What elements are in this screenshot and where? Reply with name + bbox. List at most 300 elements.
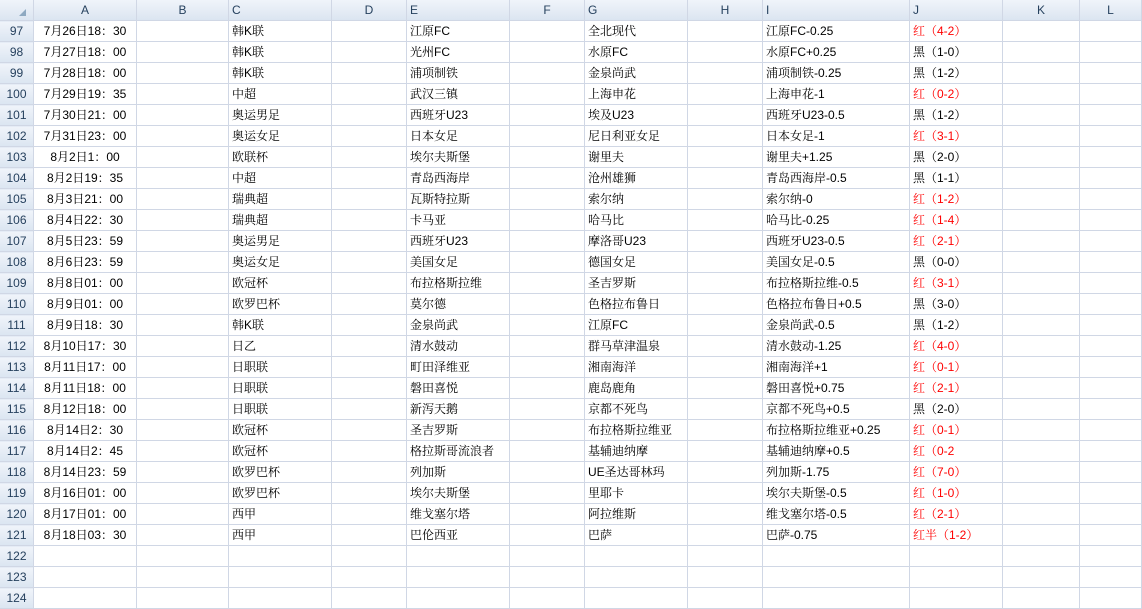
cell-h[interactable] xyxy=(688,315,763,336)
cell-home-team[interactable]: 金泉尚武 xyxy=(407,315,510,336)
cell-k[interactable] xyxy=(1003,504,1080,525)
cell-k[interactable] xyxy=(1003,462,1080,483)
cell-h[interactable] xyxy=(688,420,763,441)
column-header-d[interactable]: D xyxy=(332,0,407,21)
cell-h[interactable] xyxy=(688,273,763,294)
cell-f[interactable] xyxy=(510,105,585,126)
cell-result[interactable] xyxy=(910,546,1003,567)
table-row[interactable] xyxy=(0,147,1142,168)
cell-home-team[interactable]: 西班牙U23 xyxy=(407,105,510,126)
cell-pick[interactable]: 哈马比-0.25 xyxy=(763,210,910,231)
cell-h[interactable] xyxy=(688,378,763,399)
cell-result[interactable]: 红（1-4） xyxy=(910,210,1003,231)
cell-home-team[interactable]: 圣吉罗斯 xyxy=(407,420,510,441)
cell-date[interactable]: 7月26日18：30 xyxy=(34,21,137,42)
cell-d[interactable] xyxy=(332,588,407,609)
cell-away-team[interactable]: 圣吉罗斯 xyxy=(585,273,688,294)
cell-h[interactable] xyxy=(688,294,763,315)
table-row[interactable] xyxy=(0,378,1142,399)
cell-date[interactable]: 8月12日18：00 xyxy=(34,399,137,420)
cell-home-team[interactable]: 浦项制铁 xyxy=(407,63,510,84)
cell-away-team[interactable]: 摩洛哥U23 xyxy=(585,231,688,252)
cell-h[interactable] xyxy=(688,168,763,189)
cell-f[interactable] xyxy=(510,567,585,588)
cell-league[interactable]: 欧罗巴杯 xyxy=(229,483,332,504)
cell-league[interactable]: 奥运男足 xyxy=(229,105,332,126)
cell-away-team[interactable]: 色格拉布鲁日 xyxy=(585,294,688,315)
cell-date[interactable]: 8月4日22：30 xyxy=(34,210,137,231)
cell-d[interactable] xyxy=(332,63,407,84)
cell-home-team[interactable]: 清水鼓动 xyxy=(407,336,510,357)
cell-league[interactable]: 欧冠杯 xyxy=(229,441,332,462)
cell-d[interactable] xyxy=(332,441,407,462)
table-row[interactable] xyxy=(0,336,1142,357)
cell-date[interactable]: 8月6日23：59 xyxy=(34,252,137,273)
column-header-g[interactable]: G xyxy=(585,0,688,21)
cell-h[interactable] xyxy=(688,42,763,63)
cell-d[interactable] xyxy=(332,21,407,42)
row-header[interactable]: 98 xyxy=(0,42,34,63)
cell-l[interactable] xyxy=(1080,231,1142,252)
column-header-j[interactable]: J xyxy=(910,0,1003,21)
table-row[interactable] xyxy=(0,546,1142,567)
cell-home-team[interactable]: 瓦斯特拉斯 xyxy=(407,189,510,210)
row-header[interactable]: 115 xyxy=(0,399,34,420)
cell-b[interactable] xyxy=(137,420,229,441)
cell-f[interactable] xyxy=(510,189,585,210)
cell-h[interactable] xyxy=(688,147,763,168)
cell-pick[interactable]: 美国女足-0.5 xyxy=(763,252,910,273)
cell-k[interactable] xyxy=(1003,231,1080,252)
cell-away-team[interactable]: 基辅迪纳摩 xyxy=(585,441,688,462)
cell-away-team[interactable]: 德国女足 xyxy=(585,252,688,273)
cell-k[interactable] xyxy=(1003,105,1080,126)
cell-date[interactable]: 8月14日23：59 xyxy=(34,462,137,483)
cell-l[interactable] xyxy=(1080,336,1142,357)
cell-home-team[interactable]: 埃尔夫斯堡 xyxy=(407,147,510,168)
cell-pick[interactable]: 金泉尚武-0.5 xyxy=(763,315,910,336)
cell-k[interactable] xyxy=(1003,441,1080,462)
row-header[interactable]: 101 xyxy=(0,105,34,126)
cell-d[interactable] xyxy=(332,126,407,147)
cell-home-team[interactable]: 新泻天鹅 xyxy=(407,399,510,420)
row-header[interactable]: 123 xyxy=(0,567,34,588)
cell-league[interactable]: 欧冠杯 xyxy=(229,420,332,441)
cell-l[interactable] xyxy=(1080,420,1142,441)
cell-result[interactable]: 红（2-1） xyxy=(910,231,1003,252)
cell-h[interactable] xyxy=(688,21,763,42)
cell-result[interactable]: 红（0-2 xyxy=(910,441,1003,462)
cell-f[interactable] xyxy=(510,63,585,84)
cell-d[interactable] xyxy=(332,273,407,294)
cell-h[interactable] xyxy=(688,252,763,273)
cell-d[interactable] xyxy=(332,231,407,252)
row-header[interactable]: 116 xyxy=(0,420,34,441)
cell-date[interactable] xyxy=(34,588,137,609)
cell-date[interactable]: 8月10日17：30 xyxy=(34,336,137,357)
cell-f[interactable] xyxy=(510,21,585,42)
cell-result[interactable]: 红（0-1） xyxy=(910,420,1003,441)
cell-date[interactable]: 8月16日01：00 xyxy=(34,483,137,504)
cell-b[interactable] xyxy=(137,504,229,525)
cell-result[interactable]: 红（1-0） xyxy=(910,483,1003,504)
cell-h[interactable] xyxy=(688,483,763,504)
cell-d[interactable] xyxy=(332,546,407,567)
cell-result[interactable]: 红（2-1） xyxy=(910,504,1003,525)
cell-f[interactable] xyxy=(510,525,585,546)
cell-league[interactable]: 奥运女足 xyxy=(229,252,332,273)
cell-b[interactable] xyxy=(137,84,229,105)
row-header[interactable]: 107 xyxy=(0,231,34,252)
cell-d[interactable] xyxy=(332,462,407,483)
cell-home-team[interactable] xyxy=(407,588,510,609)
cell-l[interactable] xyxy=(1080,462,1142,483)
table-row[interactable] xyxy=(0,273,1142,294)
cell-h[interactable] xyxy=(688,63,763,84)
cell-date[interactable]: 8月14日2：30 xyxy=(34,420,137,441)
cell-b[interactable] xyxy=(137,483,229,504)
row-header[interactable]: 97 xyxy=(0,21,34,42)
cell-away-team[interactable]: 鹿岛鹿角 xyxy=(585,378,688,399)
cell-league[interactable]: 韩K联 xyxy=(229,63,332,84)
cell-home-team[interactable]: 武汉三镇 xyxy=(407,84,510,105)
table-row[interactable] xyxy=(0,357,1142,378)
column-header-c[interactable]: C xyxy=(229,0,332,21)
table-row[interactable] xyxy=(0,525,1142,546)
row-header[interactable]: 102 xyxy=(0,126,34,147)
cell-date[interactable]: 8月11日17：00 xyxy=(34,357,137,378)
cell-home-team[interactable]: 西班牙U23 xyxy=(407,231,510,252)
cell-f[interactable] xyxy=(510,147,585,168)
cell-away-team[interactable]: 金泉尚武 xyxy=(585,63,688,84)
table-row[interactable] xyxy=(0,588,1142,609)
cell-f[interactable] xyxy=(510,210,585,231)
cell-d[interactable] xyxy=(332,105,407,126)
cell-home-team[interactable]: 卡马亚 xyxy=(407,210,510,231)
cell-home-team[interactable]: 美国女足 xyxy=(407,252,510,273)
cell-pick[interactable]: 日本女足-1 xyxy=(763,126,910,147)
cell-b[interactable] xyxy=(137,525,229,546)
cell-away-team[interactable]: 江原FC xyxy=(585,315,688,336)
cell-h[interactable] xyxy=(688,84,763,105)
cell-b[interactable] xyxy=(137,168,229,189)
cell-l[interactable] xyxy=(1080,126,1142,147)
cell-h[interactable] xyxy=(688,546,763,567)
table-row[interactable] xyxy=(0,420,1142,441)
cell-k[interactable] xyxy=(1003,378,1080,399)
row-header[interactable]: 99 xyxy=(0,63,34,84)
cell-d[interactable] xyxy=(332,147,407,168)
cell-h[interactable] xyxy=(688,210,763,231)
cell-l[interactable] xyxy=(1080,42,1142,63)
cell-l[interactable] xyxy=(1080,168,1142,189)
cell-pick[interactable]: 基辅迪纳摩+0.5 xyxy=(763,441,910,462)
cell-k[interactable] xyxy=(1003,336,1080,357)
cell-k[interactable] xyxy=(1003,567,1080,588)
cell-league[interactable]: 欧联杯 xyxy=(229,147,332,168)
cell-result[interactable]: 黑（3-0） xyxy=(910,294,1003,315)
row-header[interactable]: 114 xyxy=(0,378,34,399)
cell-date[interactable]: 7月27日18：00 xyxy=(34,42,137,63)
cell-k[interactable] xyxy=(1003,420,1080,441)
cell-l[interactable] xyxy=(1080,567,1142,588)
cell-league[interactable]: 韩K联 xyxy=(229,21,332,42)
cell-l[interactable] xyxy=(1080,504,1142,525)
cell-date[interactable] xyxy=(34,567,137,588)
cell-k[interactable] xyxy=(1003,546,1080,567)
cell-l[interactable] xyxy=(1080,357,1142,378)
cell-pick[interactable]: 西班牙U23-0.5 xyxy=(763,231,910,252)
cell-b[interactable] xyxy=(137,357,229,378)
cell-date[interactable]: 8月11日18：00 xyxy=(34,378,137,399)
cell-h[interactable] xyxy=(688,105,763,126)
cell-result[interactable]: 红（1-2） xyxy=(910,189,1003,210)
cell-k[interactable] xyxy=(1003,21,1080,42)
cell-league[interactable]: 韩K联 xyxy=(229,315,332,336)
cell-result[interactable] xyxy=(910,588,1003,609)
column-header-l[interactable]: L xyxy=(1080,0,1142,21)
cell-f[interactable] xyxy=(510,462,585,483)
column-header-a[interactable]: A xyxy=(34,0,137,21)
cell-away-team[interactable]: 上海申花 xyxy=(585,84,688,105)
cell-b[interactable] xyxy=(137,21,229,42)
cell-b[interactable] xyxy=(137,546,229,567)
cell-b[interactable] xyxy=(137,378,229,399)
cell-home-team[interactable]: 格拉斯哥流浪者 xyxy=(407,441,510,462)
row-header[interactable]: 108 xyxy=(0,252,34,273)
row-header[interactable]: 121 xyxy=(0,525,34,546)
cell-l[interactable] xyxy=(1080,21,1142,42)
cell-k[interactable] xyxy=(1003,147,1080,168)
cell-l[interactable] xyxy=(1080,315,1142,336)
cell-b[interactable] xyxy=(137,336,229,357)
cell-league[interactable]: 西甲 xyxy=(229,504,332,525)
cell-league[interactable]: 日职联 xyxy=(229,399,332,420)
cell-pick[interactable]: 京都不死鸟+0.5 xyxy=(763,399,910,420)
cell-result[interactable]: 红（3-1） xyxy=(910,273,1003,294)
row-header[interactable]: 113 xyxy=(0,357,34,378)
cell-pick[interactable]: 维戈塞尔塔-0.5 xyxy=(763,504,910,525)
cell-league[interactable]: 欧罗巴杯 xyxy=(229,462,332,483)
cell-b[interactable] xyxy=(137,210,229,231)
cell-h[interactable] xyxy=(688,336,763,357)
cell-pick[interactable]: 埃尔夫斯堡-0.5 xyxy=(763,483,910,504)
cell-home-team[interactable]: 列加斯 xyxy=(407,462,510,483)
cell-d[interactable] xyxy=(332,168,407,189)
cell-result[interactable]: 红（7-0） xyxy=(910,462,1003,483)
column-header-b[interactable]: B xyxy=(137,0,229,21)
cell-h[interactable] xyxy=(688,399,763,420)
table-row[interactable] xyxy=(0,21,1142,42)
row-header[interactable]: 120 xyxy=(0,504,34,525)
cell-f[interactable] xyxy=(510,483,585,504)
cell-league[interactable]: 欧罗巴杯 xyxy=(229,294,332,315)
cell-away-team[interactable]: 巴萨 xyxy=(585,525,688,546)
cell-away-team[interactable] xyxy=(585,546,688,567)
cell-pick[interactable]: 上海申花-1 xyxy=(763,84,910,105)
cell-away-team[interactable]: 布拉格斯拉维亚 xyxy=(585,420,688,441)
cell-k[interactable] xyxy=(1003,252,1080,273)
cell-result[interactable]: 黑（2-0） xyxy=(910,399,1003,420)
cell-result[interactable]: 红半（1-2） xyxy=(910,525,1003,546)
cell-league[interactable]: 日乙 xyxy=(229,336,332,357)
cell-l[interactable] xyxy=(1080,546,1142,567)
row-header[interactable]: 109 xyxy=(0,273,34,294)
cell-league[interactable]: 奥运男足 xyxy=(229,231,332,252)
cell-l[interactable] xyxy=(1080,105,1142,126)
cell-result[interactable] xyxy=(910,567,1003,588)
cell-b[interactable] xyxy=(137,63,229,84)
cell-pick[interactable]: 湘南海洋+1 xyxy=(763,357,910,378)
table-row[interactable] xyxy=(0,399,1142,420)
cell-l[interactable] xyxy=(1080,273,1142,294)
row-header[interactable]: 103 xyxy=(0,147,34,168)
cell-l[interactable] xyxy=(1080,63,1142,84)
cell-date[interactable]: 8月17日01：00 xyxy=(34,504,137,525)
cell-pick[interactable] xyxy=(763,567,910,588)
cell-league[interactable] xyxy=(229,546,332,567)
cell-b[interactable] xyxy=(137,189,229,210)
cell-result[interactable]: 黑（1-0） xyxy=(910,42,1003,63)
cell-league[interactable]: 瑞典超 xyxy=(229,189,332,210)
cell-result[interactable]: 红（4-2） xyxy=(910,21,1003,42)
cell-k[interactable] xyxy=(1003,315,1080,336)
cell-away-team[interactable]: 谢里夫 xyxy=(585,147,688,168)
cell-l[interactable] xyxy=(1080,252,1142,273)
cell-date[interactable]: 8月8日01：00 xyxy=(34,273,137,294)
cell-k[interactable] xyxy=(1003,84,1080,105)
cell-b[interactable] xyxy=(137,567,229,588)
cell-pick[interactable]: 色格拉布鲁日+0.5 xyxy=(763,294,910,315)
row-header[interactable]: 104 xyxy=(0,168,34,189)
row-header[interactable]: 124 xyxy=(0,588,34,609)
cell-k[interactable] xyxy=(1003,357,1080,378)
table-row[interactable] xyxy=(0,63,1142,84)
column-header-e[interactable]: E xyxy=(407,0,510,21)
table-body[interactable] xyxy=(0,21,1142,609)
cell-f[interactable] xyxy=(510,546,585,567)
cell-away-team[interactable]: 全北现代 xyxy=(585,21,688,42)
cell-date[interactable]: 8月2日1：00 xyxy=(34,147,137,168)
cell-league[interactable]: 瑞典超 xyxy=(229,210,332,231)
cell-b[interactable] xyxy=(137,147,229,168)
cell-home-team[interactable]: 江原FC xyxy=(407,21,510,42)
cell-date[interactable]: 7月31日23：00 xyxy=(34,126,137,147)
cell-home-team[interactable]: 光州FC xyxy=(407,42,510,63)
cell-pick[interactable]: 巴萨-0.75 xyxy=(763,525,910,546)
cell-result[interactable]: 黑（2-0） xyxy=(910,147,1003,168)
cell-l[interactable] xyxy=(1080,483,1142,504)
cell-l[interactable] xyxy=(1080,525,1142,546)
cell-k[interactable] xyxy=(1003,483,1080,504)
cell-date[interactable] xyxy=(34,546,137,567)
cell-pick[interactable]: 布拉格斯拉维-0.5 xyxy=(763,273,910,294)
cell-away-team[interactable]: 京都不死鸟 xyxy=(585,399,688,420)
cell-f[interactable] xyxy=(510,126,585,147)
table-row[interactable] xyxy=(0,84,1142,105)
cell-away-team[interactable]: 水原FC xyxy=(585,42,688,63)
cell-pick[interactable] xyxy=(763,546,910,567)
cell-b[interactable] xyxy=(137,315,229,336)
cell-pick[interactable]: 青岛西海岸-0.5 xyxy=(763,168,910,189)
cell-league[interactable]: 日职联 xyxy=(229,357,332,378)
cell-b[interactable] xyxy=(137,399,229,420)
cell-f[interactable] xyxy=(510,273,585,294)
cell-k[interactable] xyxy=(1003,126,1080,147)
cell-h[interactable] xyxy=(688,588,763,609)
cell-d[interactable] xyxy=(332,315,407,336)
cell-d[interactable] xyxy=(332,504,407,525)
cell-f[interactable] xyxy=(510,357,585,378)
cell-l[interactable] xyxy=(1080,147,1142,168)
cell-b[interactable] xyxy=(137,462,229,483)
cell-k[interactable] xyxy=(1003,399,1080,420)
cell-league[interactable] xyxy=(229,567,332,588)
cell-k[interactable] xyxy=(1003,210,1080,231)
table-row[interactable] xyxy=(0,294,1142,315)
cell-away-team[interactable]: 沧州雄狮 xyxy=(585,168,688,189)
cell-h[interactable] xyxy=(688,462,763,483)
cell-home-team[interactable]: 青岛西海岸 xyxy=(407,168,510,189)
cell-result[interactable]: 红（0-2） xyxy=(910,84,1003,105)
table-row[interactable] xyxy=(0,210,1142,231)
row-header[interactable]: 100 xyxy=(0,84,34,105)
cell-pick[interactable]: 浦项制铁-0.25 xyxy=(763,63,910,84)
cell-pick[interactable]: 江原FC-0.25 xyxy=(763,21,910,42)
cell-f[interactable] xyxy=(510,336,585,357)
table-row[interactable] xyxy=(0,126,1142,147)
table-row[interactable] xyxy=(0,441,1142,462)
cell-away-team[interactable]: 索尔纳 xyxy=(585,189,688,210)
column-header-i[interactable]: I xyxy=(763,0,910,21)
cell-home-team[interactable]: 町田泽维亚 xyxy=(407,357,510,378)
cell-result[interactable]: 红（4-0） xyxy=(910,336,1003,357)
cell-d[interactable] xyxy=(332,294,407,315)
column-header-k[interactable]: K xyxy=(1003,0,1080,21)
cell-home-team[interactable]: 埃尔夫斯堡 xyxy=(407,483,510,504)
cell-b[interactable] xyxy=(137,231,229,252)
cell-away-team[interactable] xyxy=(585,588,688,609)
cell-f[interactable] xyxy=(510,378,585,399)
cell-d[interactable] xyxy=(332,210,407,231)
cell-d[interactable] xyxy=(332,378,407,399)
cell-f[interactable] xyxy=(510,231,585,252)
cell-date[interactable]: 8月18日03：30 xyxy=(34,525,137,546)
cell-home-team[interactable]: 莫尔德 xyxy=(407,294,510,315)
cell-date[interactable]: 8月9日01：00 xyxy=(34,294,137,315)
cell-date[interactable]: 7月30日21：00 xyxy=(34,105,137,126)
cell-f[interactable] xyxy=(510,84,585,105)
cell-f[interactable] xyxy=(510,294,585,315)
cell-k[interactable] xyxy=(1003,42,1080,63)
cell-d[interactable] xyxy=(332,42,407,63)
cell-league[interactable] xyxy=(229,588,332,609)
cell-league[interactable]: 韩K联 xyxy=(229,42,332,63)
cell-k[interactable] xyxy=(1003,525,1080,546)
cell-h[interactable] xyxy=(688,189,763,210)
cell-away-team[interactable]: 阿拉维斯 xyxy=(585,504,688,525)
row-header[interactable]: 119 xyxy=(0,483,34,504)
cell-h[interactable] xyxy=(688,231,763,252)
cell-result[interactable]: 黑（1-2） xyxy=(910,315,1003,336)
cell-league[interactable]: 奥运女足 xyxy=(229,126,332,147)
cell-date[interactable]: 8月14日2：45 xyxy=(34,441,137,462)
cell-d[interactable] xyxy=(332,420,407,441)
cell-date[interactable]: 8月3日21：00 xyxy=(34,189,137,210)
column-header-f[interactable]: F xyxy=(510,0,585,21)
cell-h[interactable] xyxy=(688,126,763,147)
cell-pick[interactable] xyxy=(763,588,910,609)
